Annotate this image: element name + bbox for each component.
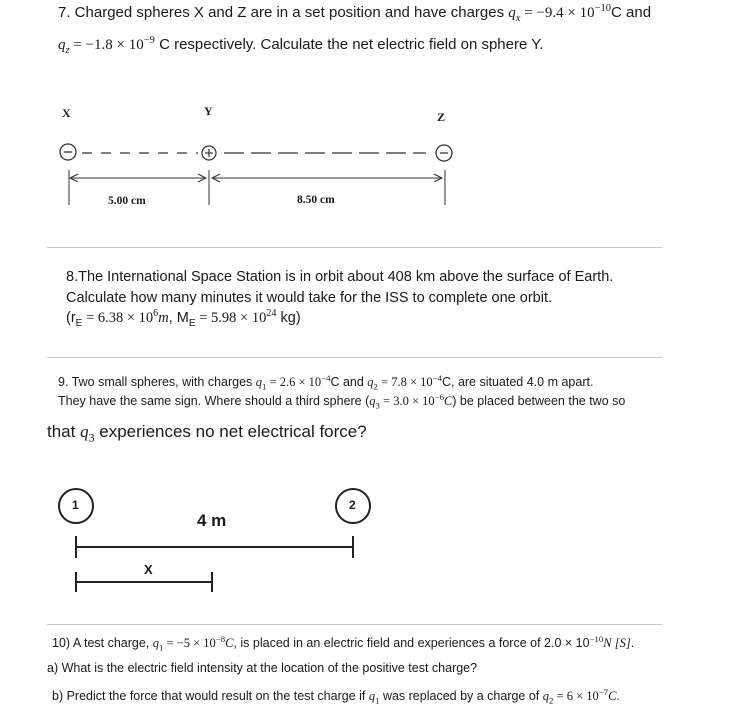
q10-line1: 10) A test charge, $q_1 = -5 \times 10^{-8}C$, is placed in an electric field and experiences a force of $2.0 \times 10^{-10}N$ [S]. [52,633,635,653]
q10-part-a: a) What is the electric field intensity at the location of the positive test charge? [47,661,478,675]
q8-line1: 8.The International Space Station is in orbit about 408 km above the surface of Earth. [66,269,614,285]
sphere-1-label: 1 [72,498,79,512]
x-label: X [144,562,153,577]
sphere-2-label: 2 [349,498,356,512]
q8-line2: Calculate how many minutes it would take for the ISS to complete one orbit. [66,290,552,306]
label-y: Y [204,104,213,118]
q9-line3: that $q_3$ experiences no net electrical force? [47,422,367,445]
label-z: Z [437,110,446,124]
q9-line2: They have the same sign. Where should a third sphere $(q_3 = 3.0 \times 10^{-6}C)$ be placed between the two so [58,391,626,411]
divider-3 [47,624,662,625]
distance-4m-label: 4 m [197,511,227,530]
q7-line1: 7. Charged spheres X and Z are in a set position and have charges $q_x = -9.4 \times 10^{-10}C$ and [58,3,652,24]
q7-line2: $q_z = -1.8 \times 10^{-9}$ C respectively. Calculate the net electric field on sphere Y. [58,35,544,56]
q9-line1: 9. Two small spheres, with charges $q_1 = 2.6 \times 10^{-4}C$ and $q_2 = 7.8 \times 10^{-4}C$, are situated 4.0 m apart. [58,372,594,392]
q10-part-b: b) Predict the force that would result on the test charge if $q_1$ was replaced by a charge of $q_2 = 6 \times 10^{-7}C$. [52,686,620,706]
q8-line3: ($r_E = 6.38 \times 10^6m$, $M_E = 5.98 \times 10^{24}$ kg) [66,308,301,329]
distance-yz-label: 8.50 cm [297,194,335,206]
label-x: X [62,106,71,120]
distance-xy-label: 5.00 cm [108,195,146,207]
dimension-4m [76,536,353,558]
